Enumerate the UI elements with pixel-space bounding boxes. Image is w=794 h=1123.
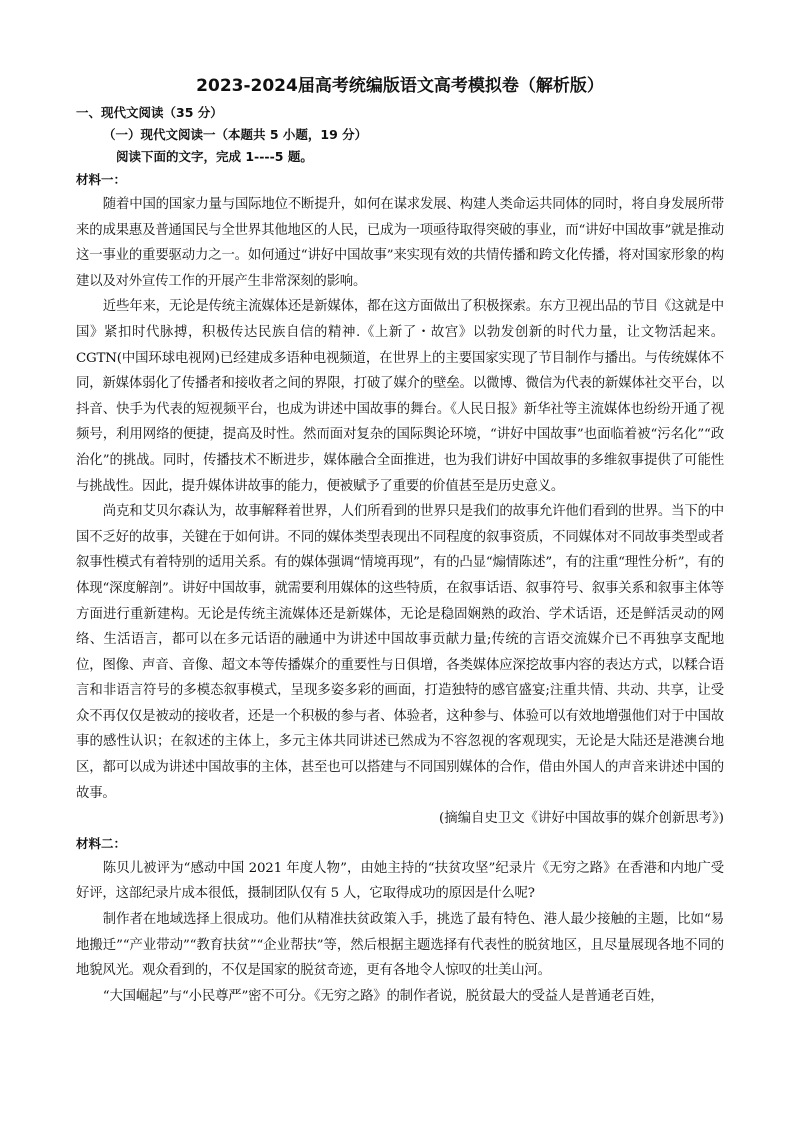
document-page [76, 74, 724, 1009]
reading-instruction: 阅读下面的文字，完成 1----5 题。 [116, 149, 313, 164]
material-2-paragraph: 陈贝儿被评为“感动中国 2021 年度人物”，由她主持的“扶贫攻坚”纪录片《无穷之路》在香港和内地广受好评，这部纪录片成本很低，摄制团队仅有 5 人，它取得成功的原因是什么呢? [76, 860, 724, 902]
material-2-paragraph: 制作者在地域选择上很成功。他们从精准扶贫政策入手，挑选了最有特色、港人最少接触的主题，比如“易地搬迁”“产业带动”“教育扶贫”“企业帮扶”等，然后根据主题选择有代表性的脱贫地区，且尽量展现各地不同的地貌风光。观众看到的，不仅是国家的脱贫奇迹，更有各地令人惊叹的壮美山河。 [76, 912, 724, 979]
section-heading: 一、现代文阅读（35 分） [76, 105, 223, 120]
material-1-paragraph: 尚克和艾贝尔森认为，故事解释着世界，人们所看到的世界只是我们的故事允许他们看到的世界。当下的中国不乏好的故事，关键在于如何讲。不同的媒体类型表现出不同程度的叙事资质，不同媒体对不同故事类型或者叙事性模式有着特别的适用关系。有的媒体强调“情境再现”，有的凸显“煽情陈述”，有的注重“理性分析”，有的体现“深度解剖”。讲好中国故事，就需要利用媒体的这些特质，在叙事话语、叙事符号、叙事关系和叙事主体等方面进行重新建构。无论是传统主流媒体还是新媒体，无论是稳固娴熟的政治、学术话语，还是鲜活灵动的网络、生活语言，都可以在多元话语的融通中为讲述中国故事贡献力量;传统的言语交流媒介已不再独享支配地位，图像、声音、音像、超文本等传播媒介的重要性与日俱增，各类媒体应深挖故事内容的表达方式，以糅合语言和非语言符号的多模态叙事模式，呈现多姿多彩的画面，打造独特的感官盛宴;注重共情、共动、共享，让受众不再仅仅是被动的接收者，还是一个积极的参与者、体验者，这种参与、体验可以有效地增强他们对于中国故事的感性认识；在叙述的主体上，多元主体共同讲述已然成为不容忽视的客观现实，无论是大陆还是港澳台地区，都可以成为讲述中国故事的主体，甚至也可以搭建与不同国别媒体的合作，借由外国人的声音来讲述中国的故事。 [76, 504, 724, 801]
document-title: 2023-2024届高考统编版语文高考模拟卷（解析版） [196, 76, 604, 96]
material-1-source: (摘编自史卫文《讲好中国故事的媒介创新思考》) [439, 811, 724, 827]
subsection-heading: （一）现代文阅读一（本题共 5 小题，19 分） [103, 127, 368, 142]
material-1-paragraph: 随着中国的国家力量与国际地位不断提升，如何在谋求发展、构建人类命运共同体的同时，将自身发展所带来的成果惠及普通国民与全世界其他地区的人民，已成为一项亟待取得突破的事业，而“讲好中国故事”就是推动这一事业的重要驱动力之一。如何通过“讲好中国故事”来实现有效的共情传播和跨文化传播，将对国家形象的构建以及对外宣传工作的开展产生非常深刻的影响。 [76, 197, 724, 289]
material-2-paragraph: “大国崛起”与“小民尊严”密不可分。《无穷之路》的制作者说，脱贫最大的受益人是普通老百姓， [102, 988, 664, 1004]
material-1-paragraph: 近些年来，无论是传统主流媒体还是新媒体，都在这方面做出了积极探索。东方卫视出品的节目《这就是中国》紧扣时代脉搏，积极传达民族自信的精神.《上新了・故宫》以勃发创新的时代力量，让文物活起来。CGTN(中国环球电视网)已经建成多语种电视频道，在世界上的主要国家实现了节目制作与播出。与传统媒体不同，新媒体弱化了传播者和接收者之间的界限，打破了媒介的壁垒。以微博、微信为代表的新媒体社交平台，以抖音、快手为代表的短视频平台，也成为讲述中国故事的舞台。《人民日报》新华社等主流媒体也纷纷开通了视频号，利用网络的便捷，提高及时性。然而面对复杂的国际舆论环境，“讲好中国故事”也面临着被“污名化”“政治化”的挑战。同时，传播技术不断进步，媒体融合全面推进，也为我们讲好中国故事的多维叙事提供了可能性与挑战性。因此，提升媒体讲故事的能力，便被赋予了重要的价值甚至是历史意义。 [76, 299, 724, 494]
material-2-label: 材料二： [76, 835, 127, 851]
material-1-label: 材料一： [76, 172, 127, 187]
